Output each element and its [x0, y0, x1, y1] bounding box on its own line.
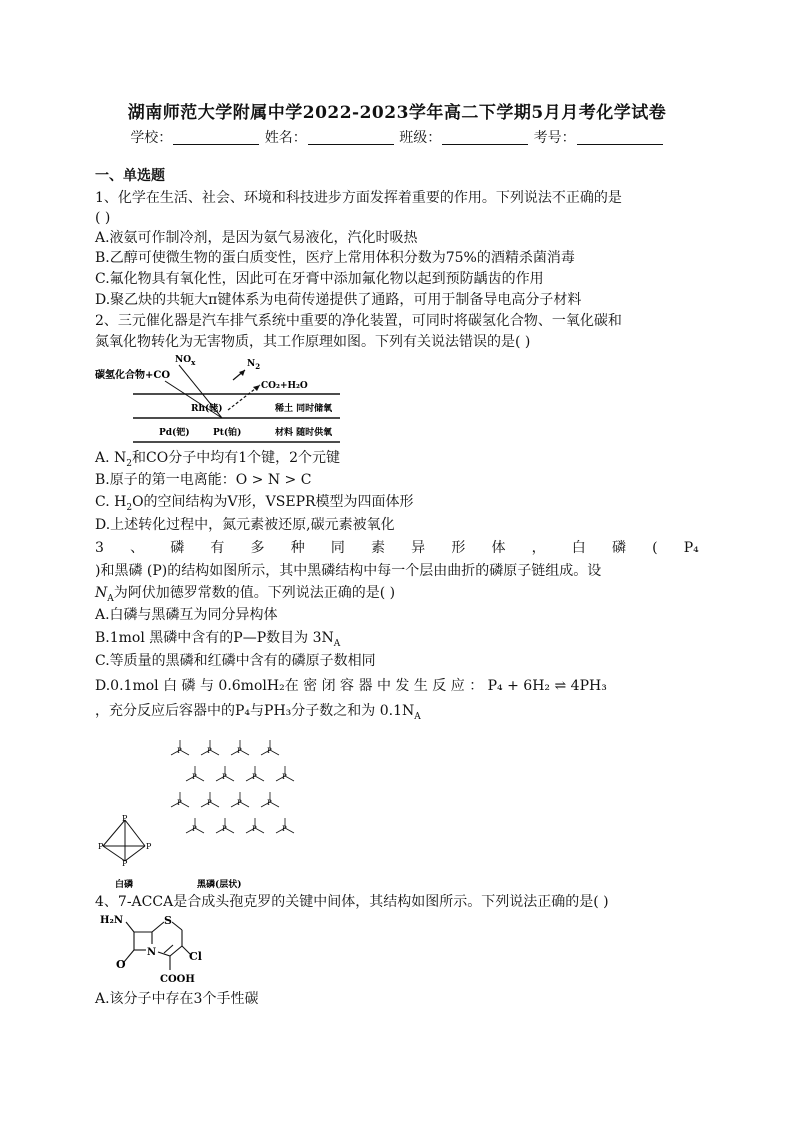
q2-option-d: D.上述转化过程中，氮元素被还原,碳元素被氧化 — [95, 517, 395, 533]
id-label: 考号： — [533, 130, 576, 146]
fig-products-label: CO₂+H₂O — [261, 381, 308, 391]
q3-option-b: B.1mol 黑磷中含有的P—P数目为 $3N_A$ — [95, 630, 341, 649]
q1-option-b: B.乙醇可使微生物的蛋白质变性，医疗上常用体积分数为75%的酒精杀菌消毒 — [95, 250, 575, 266]
fig-no-label: $NO_x$ — [175, 355, 196, 367]
q1-option-c: C.氟化物具有氧化性，因此可在牙膏中添加氟化物以起到预防龋齿的作用 — [95, 271, 544, 287]
bp-atom: P — [237, 799, 242, 807]
s-atom: S — [164, 914, 172, 927]
bp-atom: P — [252, 773, 257, 781]
q3-option-d-line1: D.0.1mol 白 磷 与 0.6molH₂在 密 闭 容 器 中 发 生 反 应 ： P₄ + 6H₂ ⇌ 4PH₃ — [95, 678, 607, 694]
school-blank[interactable] — [173, 130, 259, 145]
wp-atom-left: P — [98, 842, 104, 851]
bp-atom: P — [192, 825, 197, 833]
section-heading: 一、单选题 — [95, 168, 165, 184]
wp-atom-top: P — [122, 814, 128, 823]
bp-atom: P — [267, 747, 272, 755]
bp-atom: P — [192, 773, 197, 781]
bp-atom: P — [207, 747, 212, 755]
q4-option-a: A.该分子中存在3个手性碳 — [95, 991, 259, 1007]
bp-atom: P — [177, 747, 182, 755]
cl-atom: Cl — [189, 950, 202, 963]
school-label: 学校： — [130, 130, 173, 146]
n-atom: N — [147, 947, 157, 958]
q2-stem-line1: 2、三元催化器是汽车排气系统中重要的净化装置，可同时将碳氢化合物、一氧化碳和 — [95, 313, 622, 329]
bp-atom: P — [222, 825, 227, 833]
o-atom: O — [116, 958, 126, 971]
fig-arrowhead-n2 — [239, 370, 245, 376]
fig-pt-label: Pt(铂) — [213, 428, 242, 438]
wp-atom-right: P — [146, 842, 152, 851]
q1-option-d: D.聚乙炔的共轭大π键体系为电荷传递提供了通路，可用于制备导电高分子材料 — [95, 292, 582, 308]
bp-atom: P — [177, 799, 182, 807]
fig-n2-label: $N_2$ — [247, 359, 261, 371]
white-phosphorus-label: 白磷 — [115, 880, 134, 890]
q1-option-a: A.液氨可作制冷剂，是因为氨气易液化，汽化时吸热 — [95, 230, 418, 246]
black-phosphorus-label: 黑磷(层状) — [197, 880, 242, 890]
student-info-row — [0, 127, 794, 147]
fig-pd-label: Pd(钯) — [159, 428, 190, 438]
name-blank[interactable] — [308, 130, 394, 145]
q2-option-a: A. $N_2$和CO分子中均有1个键，2个元键 — [95, 450, 341, 469]
q2-option-b: B.原子的第一电离能：O > N > C — [95, 472, 312, 488]
id-blank[interactable] — [577, 130, 663, 145]
q1-stem-line2: ( ) — [95, 210, 111, 226]
page-title: 湖南师范大学附属中学2022-2023学年高二下学期5月月考化学试卷 — [127, 103, 667, 123]
black-phosphorus-structure — [171, 740, 294, 833]
q3-phosphorus-figure — [95, 728, 295, 894]
q3-stem-line3: $N_A$为阿伏加德罗常数的值。下列说法正确的是( ) — [95, 585, 396, 604]
q3-option-c: C.等质量的黑磷和红磷中含有的磷原子数相同 — [95, 653, 376, 669]
q2-catalyst-figure — [95, 348, 370, 448]
fig-right-label2: 材料 随时供氧 — [275, 428, 333, 438]
q1-stem-line1: 1、化学在生活、社会、环境和科技进步方面发挥着重要的作用。下列说法不正确的是 — [95, 190, 622, 206]
bp-atom: P — [282, 773, 287, 781]
bp-atom: P — [207, 799, 212, 807]
nh2-label: H₂N — [100, 915, 123, 926]
q3-stem-line1: 3 、 磷 有 多 种 同 素 异 形 体 ， 白 磷 ( P₄ — [95, 540, 699, 556]
q2-option-c: C. $H_2O$的空间结构为V形，VSEPR模型为四面体形 — [95, 494, 414, 513]
bp-atom: P — [267, 799, 272, 807]
class-blank[interactable] — [442, 130, 528, 145]
acca-bond-lines — [124, 922, 190, 970]
bp-atom: P — [237, 747, 242, 755]
q4-structure-figure — [100, 910, 210, 990]
bp-atom: P — [252, 825, 257, 833]
white-phosphorus-structure — [103, 820, 145, 861]
q3-stem-line2: )和黑磷 (P)的结构如图所示，其中黑磷结构中每一个层由曲折的磷原子链组成。设 — [95, 563, 602, 579]
fig-right-label1: 稀土 同时储氧 — [275, 404, 333, 414]
wp-atom-bottom: P — [122, 859, 128, 868]
q3-option-a: A.白磷与黑磷互为同分异构体 — [95, 607, 278, 623]
fig-rh-label: Rh(铑) — [191, 404, 223, 414]
class-label: 班级： — [399, 130, 442, 146]
bp-atom: P — [222, 773, 227, 781]
name-label: 姓名： — [264, 130, 307, 146]
fig-reactants-label: 碳氢化合物+CO — [95, 370, 171, 381]
bp-atom: P — [282, 825, 287, 833]
q3-option-d-line2: ，充分反应后容器中的P₄与PH₃分子数之和为 $0.1N_A$ — [95, 703, 421, 722]
q2-stem-line2: 氮氧化物转化为无害物质，其工作原理如图。下列有关说法错误的是( ) — [95, 334, 531, 350]
cooh-group: COOH — [160, 974, 195, 985]
q4-stem: 4、7-ACCA是合成头孢克罗的关键中间体，其结构如图所示。下列说法正确的是( ) — [95, 894, 609, 910]
